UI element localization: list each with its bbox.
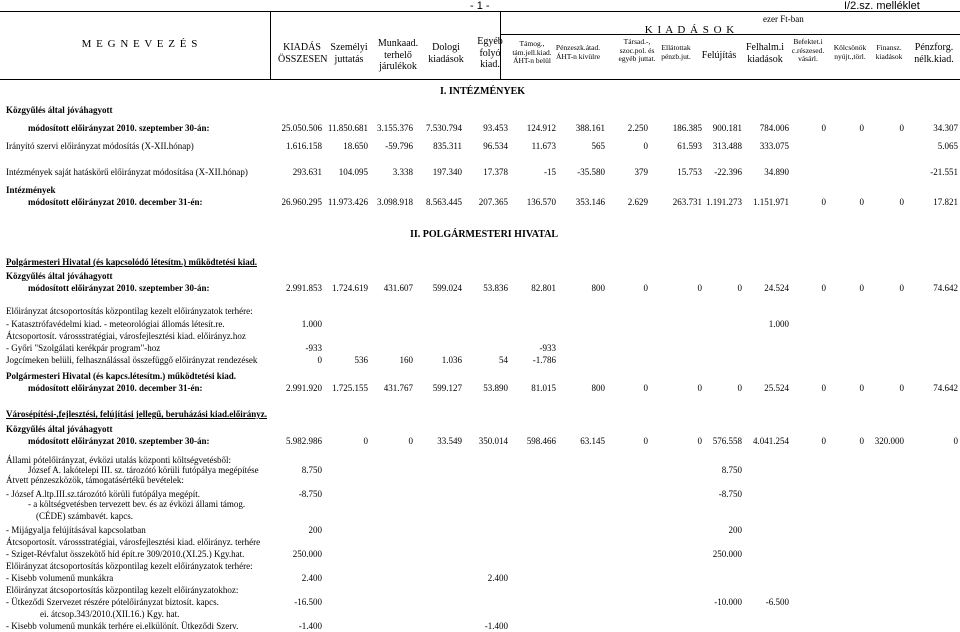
- row-label: ei. átcsop.343/2010.(XII.16.) Kgy. hat.: [40, 609, 180, 619]
- row-label: - a költségvetésben tervezett bev. és az évközi állami támog.: [28, 499, 246, 509]
- cell-col-0: -16.500: [294, 597, 322, 607]
- row-label: - Kisebb volumenű munkák terhére ei.elkülönít. Ütkeződi Szerv.: [6, 621, 239, 631]
- row-label: - Kisebb volumenű munkákra: [6, 573, 114, 583]
- cell-col-6: 63.145: [580, 436, 605, 446]
- cell-col-14: 0: [953, 436, 958, 446]
- cell-col-12: 0: [859, 436, 864, 446]
- header-col-9: Felújítás: [701, 50, 737, 61]
- cell-col-10: -6.500: [765, 597, 789, 607]
- cell-col-9: 8.750: [721, 465, 742, 475]
- row-label: József A. lakótelepi III. sz. tározótó körüli futópálya megépítése: [28, 465, 259, 475]
- cell-col-3: 599.127: [432, 383, 462, 393]
- cell-col-9: -10.000: [714, 597, 742, 607]
- cell-col-13: 0: [899, 383, 904, 393]
- header-col-6: Pénzeszk.átad. ÁHT-n kívülre: [555, 43, 601, 61]
- cell-col-6: 565: [591, 141, 605, 151]
- cell-col-4: 53.890: [483, 383, 508, 393]
- cell-col-0: -933: [305, 343, 322, 353]
- row-label: Előirányzat átcsoportosítás központilag kezelt előirányzatokhoz:: [6, 585, 239, 595]
- cell-col-2: 3.155.376: [377, 123, 413, 133]
- cell-col-0: 1.616.158: [286, 141, 322, 151]
- cell-col-5: 598.466: [526, 436, 556, 446]
- cell-col-9: 1.191.273: [706, 197, 742, 207]
- row-label: módosított előirányzat 2010. december 31-én:: [28, 197, 203, 207]
- cell-col-4: 96.534: [483, 141, 508, 151]
- cell-col-6: 353.146: [575, 197, 605, 207]
- cell-col-1: 536: [354, 355, 368, 365]
- cell-col-0: 1.000: [301, 319, 322, 329]
- header-col-5: Támog., tám.jell.kiad. ÁHT-n belül: [512, 39, 552, 66]
- cell-col-3: 599.024: [432, 283, 462, 293]
- cell-col-4: 54: [499, 355, 508, 365]
- cell-col-6: 388.161: [575, 123, 605, 133]
- cell-col-0: -8.750: [298, 489, 322, 499]
- cell-col-12: 0: [859, 283, 864, 293]
- row-label: módosított előirányzat 2010. szeptember 30-án:: [28, 123, 210, 133]
- cell-col-3: 835.311: [433, 141, 462, 151]
- cell-col-7: 0: [643, 283, 648, 293]
- cell-col-2: -59.796: [385, 141, 413, 151]
- row-label: Polgármesteri Hivatal (és kapcs.létesítm.) működtetési kiad.: [6, 371, 236, 381]
- cell-col-11: 0: [821, 197, 826, 207]
- header-col-3: Dologi kiadások: [428, 42, 464, 65]
- cell-col-9: 0: [737, 283, 742, 293]
- cell-col-2: 160: [399, 355, 413, 365]
- row-label: Közgyűlés által jóváhagyott: [6, 424, 113, 434]
- cell-col-13: 0: [899, 123, 904, 133]
- cell-col-10: 784.006: [759, 123, 789, 133]
- cell-col-0: 5.982.986: [286, 436, 322, 446]
- header-kiadasok-group: K I A D Á S O K: [644, 24, 736, 36]
- cell-col-7: 0: [643, 383, 648, 393]
- cell-col-2: 431.607: [383, 283, 413, 293]
- cell-col-0: 200: [308, 525, 322, 535]
- cell-col-5: -15: [544, 167, 556, 177]
- cell-col-9: -8.750: [718, 489, 742, 499]
- cell-col-5: -933: [539, 343, 556, 353]
- header-col-1: Személyi juttatás: [330, 42, 368, 65]
- row-label: - Sziget-Révfalut összekötő híd épít.re 309/2010.(XI.25.) Kgy.hat.: [6, 549, 245, 559]
- cell-col-7: 2.629: [627, 197, 648, 207]
- cell-col-10: 24.524: [764, 283, 789, 293]
- page-number: - 1 -: [470, 0, 490, 12]
- cell-col-0: 8.750: [301, 465, 322, 475]
- cell-col-2: 3.338: [392, 167, 413, 177]
- cell-col-12: 0: [859, 123, 864, 133]
- header-col-2: Munkaad. terhelő járulékok: [377, 38, 419, 72]
- row-label: módosított előirányzat 2010. szeptember 30-án:: [28, 436, 210, 446]
- cell-col-14: 5.065: [937, 141, 958, 151]
- row-label: Közgyűlés által jóváhagyott: [6, 105, 113, 115]
- cell-col-9: 900.181: [712, 123, 742, 133]
- row-label: Közgyűlés által jóváhagyott: [6, 271, 113, 281]
- row-label: Polgármesteri Hivatal (és kapcsolódó létesítm.) működtetési kiad.: [6, 257, 257, 267]
- cell-col-0: 2.400: [301, 573, 322, 583]
- cell-col-1: 1.724.619: [332, 283, 368, 293]
- row-label: módosított előirányzat 2010. szeptember 30-án:: [28, 283, 210, 293]
- section-polgarmesteri-title: II. POLGÁRMESTERI HIVATAL: [410, 229, 559, 240]
- header-col-11: Befektet.i c.részesed. vásárl.: [791, 37, 825, 64]
- header-col-10: Felhalm.i kiadások: [745, 42, 785, 65]
- cell-col-3: 1.036: [441, 355, 462, 365]
- cell-col-14: 17.821: [933, 197, 958, 207]
- cell-col-10: 333.075: [759, 141, 789, 151]
- row-label: (CÉDE) számbavét. kapcs.: [36, 511, 133, 521]
- cell-col-1: 11.850.681: [327, 123, 368, 133]
- section-intezmenyek-title: I. INTÉZMÉNYEK: [440, 86, 526, 97]
- cell-col-8: 186.385: [672, 123, 702, 133]
- row-label: Állami pótelőirányzat, évközi utalás központi költségvetésből:: [6, 455, 231, 465]
- cell-col-0: 293.631: [292, 167, 322, 177]
- row-label: Városépítési-,fejlesztési, felújítási jellegű, beruházási kiad.előirányz.: [6, 409, 268, 419]
- cell-col-10: 34.890: [764, 167, 789, 177]
- cell-col-1: 0: [363, 436, 368, 446]
- row-label: - József A.ltp.III.sz.tározótó körüli futópálya megépít.: [6, 489, 200, 499]
- header-megnevezes: M E G N E V E Z É S: [81, 38, 199, 50]
- cell-col-13: 0: [899, 197, 904, 207]
- unit-label: ezer Ft-ban: [763, 14, 804, 24]
- cell-col-5: 136.570: [526, 197, 556, 207]
- cell-col-13: 0: [899, 283, 904, 293]
- cell-col-0: 26.960.295: [281, 197, 322, 207]
- cell-col-11: 0: [821, 283, 826, 293]
- cell-col-9: 0: [737, 383, 742, 393]
- cell-col-5: -1.786: [532, 355, 556, 365]
- cell-col-10: 1.151.971: [753, 197, 789, 207]
- cell-col-8: 61.593: [677, 141, 702, 151]
- cell-col-5: 11.673: [531, 141, 556, 151]
- cell-col-4: 93.453: [483, 123, 508, 133]
- cell-col-1: 104.095: [338, 167, 368, 177]
- row-label: Előirányzat átcsoportosítás központilag kezelt előirányzatok terhére:: [6, 306, 253, 316]
- row-label: Átcsoportosít. várossstratégiai, városfejlesztési kiad. előirányz. terhére: [6, 537, 261, 547]
- row-label: Intézmények: [6, 185, 56, 195]
- cell-col-5: 81.015: [531, 383, 556, 393]
- cell-col-4: 17.378: [483, 167, 508, 177]
- row-label: módosított előirányzat 2010. december 31-én:: [28, 383, 203, 393]
- cell-col-3: 7.530.794: [426, 123, 462, 133]
- cell-col-10: 25.524: [764, 383, 789, 393]
- cell-col-6: 800: [591, 283, 605, 293]
- cell-col-4: 350.014: [478, 436, 508, 446]
- cell-col-0: 250.000: [292, 549, 322, 559]
- cell-col-2: 0: [408, 436, 413, 446]
- cell-col-5: 124.912: [526, 123, 556, 133]
- cell-col-9: 576.558: [712, 436, 742, 446]
- cell-col-9: -22.396: [714, 167, 742, 177]
- cell-col-10: 4.041.254: [753, 436, 789, 446]
- row-label: Irányító szervi előirányzat módosítás (X-XII.hónap): [6, 141, 194, 151]
- cell-col-8: 15.753: [677, 167, 702, 177]
- cell-col-11: 0: [821, 436, 826, 446]
- row-label: Átcsoportosít. várossstratégiai, városfejlesztési kiad. előirányz.hoz: [6, 331, 246, 341]
- row-label: - Győri "Szolgálati kerékpár program"-hoz: [6, 343, 161, 353]
- header-col-12: Kölcsönök nyújt.,törl.: [833, 43, 867, 61]
- cell-col-9: 313.488: [712, 141, 742, 151]
- cell-col-6: -35.580: [577, 167, 605, 177]
- header-col-7: Társad.-, szoc.pol. és egyéb juttat.: [618, 37, 656, 64]
- cell-col-9: 250.000: [712, 549, 742, 559]
- cell-col-4: 207.365: [478, 197, 508, 207]
- cell-col-14: 34.307: [933, 123, 958, 133]
- row-label: Intézmények saját hatáskörű előirányzat módosítása (X-XII.hónap): [6, 167, 248, 177]
- cell-col-7: 0: [643, 436, 648, 446]
- cell-col-8: 0: [697, 283, 702, 293]
- header-col-13: Finansz. kiadások: [875, 43, 903, 61]
- cell-col-12: 0: [859, 197, 864, 207]
- cell-col-8: 0: [697, 436, 702, 446]
- row-label: Jogcímeken belüli, felhasználással összefüggő előirányzat rendezések: [6, 355, 258, 365]
- cell-col-14: -21.551: [930, 167, 958, 177]
- header-col-4: Egyéb folyó kiad.: [477, 36, 503, 70]
- cell-col-10: 1.000: [768, 319, 789, 329]
- cell-col-0: 2.991.853: [286, 283, 322, 293]
- row-label: - Ütkeződi Szervezet részére pótelőirányzat biztosít. kapcs.: [6, 597, 219, 607]
- cell-col-3: 197.340: [432, 167, 462, 177]
- annex-label: I/2.sz. melléklet: [844, 0, 920, 12]
- header-col-8: Ellátottak pénzb.jut.: [661, 43, 691, 61]
- cell-col-3: 33.549: [437, 436, 462, 446]
- cell-col-11: 0: [821, 123, 826, 133]
- cell-col-7: 2.250: [627, 123, 648, 133]
- cell-col-6: 800: [591, 383, 605, 393]
- cell-col-0: 0: [317, 355, 322, 365]
- cell-col-1: 18.650: [343, 141, 368, 151]
- cell-col-12: 0: [859, 383, 864, 393]
- cell-col-14: 74.642: [933, 283, 958, 293]
- header-col-0: KIADÁS ÖSSZESEN: [278, 42, 328, 65]
- cell-col-0: -1.400: [298, 621, 322, 631]
- cell-col-2: 431.767: [383, 383, 413, 393]
- header-col-14: Pénzforg. nélk.kiad.: [914, 42, 954, 65]
- cell-col-13: 320.000: [874, 436, 904, 446]
- row-label: - Katasztrófavédelmi kiad. - meteorológiai állomás létesít.re.: [6, 319, 225, 329]
- cell-col-14: 74.642: [933, 383, 958, 393]
- cell-col-5: 82.801: [531, 283, 556, 293]
- cell-col-4: -1.400: [484, 621, 508, 631]
- cell-col-8: 263.731: [672, 197, 702, 207]
- cell-col-2: 3.098.918: [377, 197, 413, 207]
- row-label: - Mijágyalja felújításával kapcsolatban: [6, 525, 146, 535]
- cell-col-0: 2.991.920: [286, 383, 322, 393]
- cell-col-9: 200: [728, 525, 742, 535]
- row-label: Előirányzat átcsoportosítás központilag kezelt előirányzatok terhére:: [6, 561, 253, 571]
- row-label: Átvett pénzeszközök, támogatásértékű bevételek:: [6, 475, 184, 485]
- cell-col-7: 379: [634, 167, 648, 177]
- cell-col-3: 8.563.445: [426, 197, 462, 207]
- cell-col-7: 0: [643, 141, 648, 151]
- cell-col-11: 0: [821, 383, 826, 393]
- cell-col-0: 25.050.506: [281, 123, 322, 133]
- cell-col-1: 11.973.426: [327, 197, 368, 207]
- cell-col-4: 2.400: [487, 573, 508, 583]
- cell-col-4: 53.836: [483, 283, 508, 293]
- cell-col-8: 0: [697, 383, 702, 393]
- cell-col-1: 1.725.155: [332, 383, 368, 393]
